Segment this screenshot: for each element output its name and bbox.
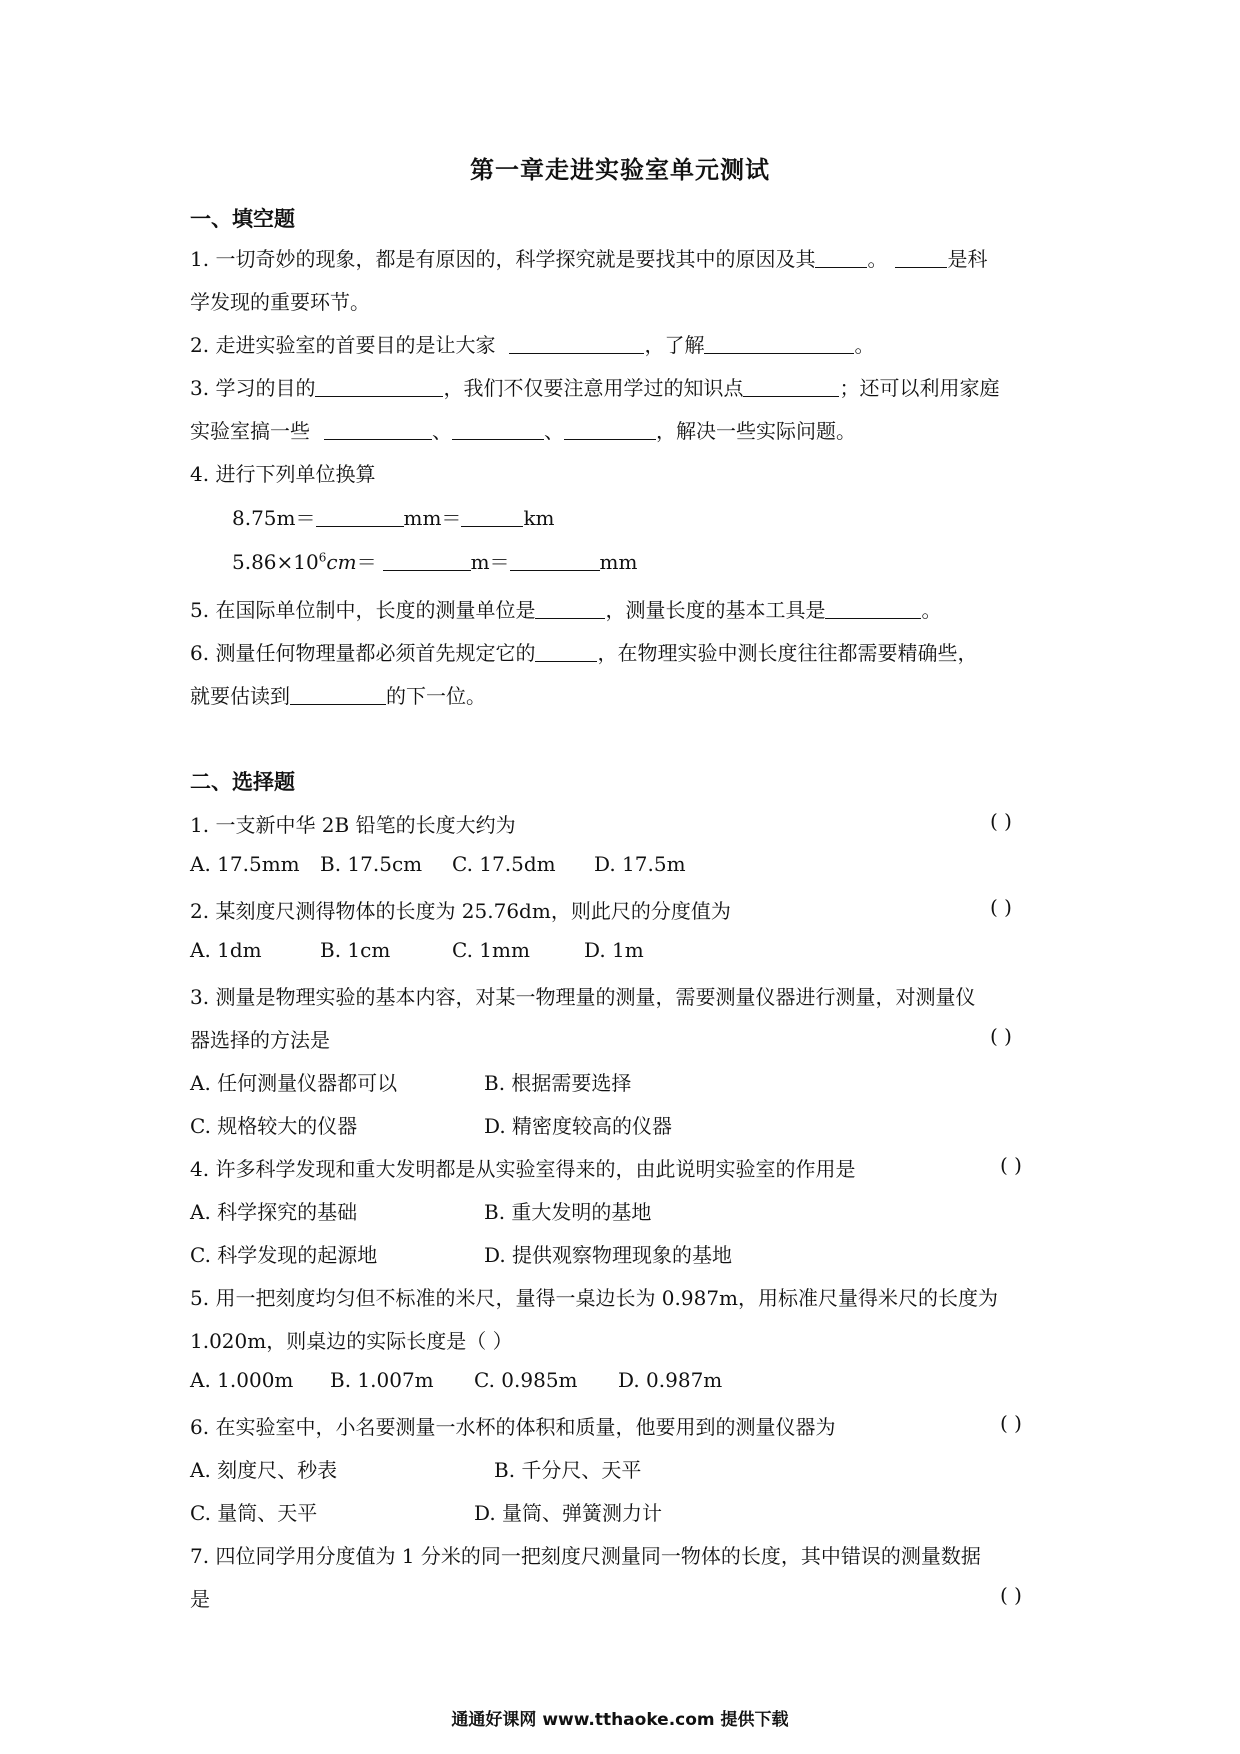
answer-blank[interactable] xyxy=(383,548,471,571)
choice-option[interactable]: D. 1m xyxy=(584,938,644,962)
fill-q3-text: ，我们不仅要注意用学过的知识点 xyxy=(443,376,744,400)
answer-blank[interactable] xyxy=(535,596,605,619)
fill-q2-text: 2. 走进实验室的首要目的是让大家 xyxy=(190,333,496,357)
choice-option[interactable]: B. 千分尺、天平 xyxy=(494,1458,642,1482)
fill-q5-text: 。 xyxy=(921,598,942,622)
fill-q6-text: ，在物理实验中测长度往往都需要精确些， xyxy=(597,641,978,665)
fill-q6-line2 xyxy=(190,680,1060,709)
section-choice-title: 二、选择题 xyxy=(190,769,295,794)
conversion-text: mm xyxy=(599,550,638,574)
choice-option[interactable]: B. 1.007m xyxy=(330,1368,434,1392)
choice-option[interactable]: D. 0.987m xyxy=(618,1368,723,1392)
fill-q3-text: 3. 学习的目的 xyxy=(190,376,316,400)
choice-q1: 1. 一支新中华 2B 铅笔的长度大约为 xyxy=(190,813,516,837)
fill-q1-text: 是科 xyxy=(947,247,988,271)
fill-q3-line2 xyxy=(190,415,1060,444)
conversion-text: ＝ xyxy=(356,550,377,574)
fill-q2-text: 。 xyxy=(854,333,875,357)
section-fill-title: 一、填空题 xyxy=(190,206,295,231)
fill-q5-text: ，测量长度的基本工具是 xyxy=(605,598,826,622)
answer-bracket[interactable]: ( ) xyxy=(990,809,1012,833)
fill-q6-text: 6. 测量任何物理量都必须首先规定它的 xyxy=(190,641,536,665)
choice-q3-line1: 3. 测量是物理实验的基本内容，对某一物理量的测量，需要测量仪器进行测量，对测量仪 xyxy=(190,985,976,1009)
choice-q6: 6. 在实验室中，小名要测量一水杯的体积和质量，他要用到的测量仪器为 xyxy=(190,1415,836,1439)
answer-blank[interactable] xyxy=(815,245,867,268)
choice-option[interactable]: B. 1cm xyxy=(320,938,391,962)
answer-blank[interactable] xyxy=(461,504,523,527)
choice-option[interactable]: D. 17.5m xyxy=(594,852,686,876)
answer-blank[interactable] xyxy=(316,504,404,527)
fill-q3-text: ；还可以利用家庭 xyxy=(839,376,1000,400)
choice-option[interactable]: A. 1.000m xyxy=(190,1368,294,1392)
answer-bracket[interactable]: ( ) xyxy=(1000,1411,1022,1435)
fill-q6-text: 就要估读到 xyxy=(190,684,290,708)
choice-option[interactable]: A. 17.5mm xyxy=(190,852,300,876)
choice-q4: 4. 许多科学发现和重大发明都是从实验室得来的，由此说明实验室的作用是 xyxy=(190,1157,856,1181)
fill-q3-text: 实验室搞一些 xyxy=(190,419,310,443)
fill-q3-text: 、 xyxy=(544,419,564,443)
choice-q7-line1: 7. 四位同学用分度值为 1 分米的同一把刻度尺测量同一物体的长度，其中错误的测量数据 xyxy=(190,1544,981,1568)
conversion-unit: cm xyxy=(326,550,357,574)
choice-q7-line2: 是 xyxy=(190,1587,210,1611)
choice-option[interactable]: B. 17.5cm xyxy=(320,852,423,876)
choice-option[interactable]: A. 刻度尺、秒表 xyxy=(190,1458,338,1482)
choice-option[interactable]: D. 精密度较高的仪器 xyxy=(484,1114,673,1138)
answer-bracket[interactable]: ( ) xyxy=(990,1024,1012,1048)
choice-option[interactable]: B. 根据需要选择 xyxy=(484,1071,632,1095)
answer-blank[interactable] xyxy=(743,374,839,397)
fill-q3-line1 xyxy=(190,372,1060,401)
fill-q5-text: 5. 在国际单位制中，长度的测量单位是 xyxy=(190,598,536,622)
page-footer: 通通好课网 www.tthaoke.com 提供下载 xyxy=(451,1710,789,1730)
answer-blank[interactable] xyxy=(704,331,854,354)
conversion-text: km xyxy=(523,506,555,530)
conversion-text: mm＝ xyxy=(403,506,462,530)
answer-bracket[interactable]: ( ) xyxy=(1000,1153,1022,1177)
fill-q3-text: ，解决一些实际问题。 xyxy=(656,419,856,443)
choice-option[interactable]: D. 提供观察物理现象的基地 xyxy=(484,1243,733,1267)
choice-option[interactable]: B. 重大发明的基地 xyxy=(484,1200,652,1224)
choice-q3-line2: 器选择的方法是 xyxy=(190,1028,330,1052)
conversion-text: 8.75m＝ xyxy=(232,506,316,530)
fill-q1-line2: 学发现的重要环节。 xyxy=(190,290,370,314)
fill-q4-conversion-1 xyxy=(232,502,1102,531)
choice-option[interactable]: C. 量筒、天平 xyxy=(190,1501,318,1525)
conversion-text: m＝ xyxy=(470,550,510,574)
choice-option[interactable]: C. 规格较大的仪器 xyxy=(190,1114,358,1138)
exponent: 6 xyxy=(318,550,327,565)
answer-blank[interactable] xyxy=(315,374,443,397)
answer-blank[interactable] xyxy=(452,417,544,440)
page-title: 第一章走进实验室单元测试 xyxy=(470,155,770,184)
answer-bracket[interactable]: ( ) xyxy=(1000,1583,1022,1607)
fill-q4: 4. 进行下列单位换算 xyxy=(190,462,376,486)
fill-q5 xyxy=(190,594,1060,623)
choice-option[interactable]: C. 1mm xyxy=(452,938,530,962)
choice-option[interactable]: D. 量筒、弹簧测力计 xyxy=(474,1501,663,1525)
choice-option[interactable]: C. 0.985m xyxy=(474,1368,578,1392)
answer-blank[interactable] xyxy=(895,245,947,268)
fill-q1-line1 xyxy=(190,243,1060,272)
fill-q2 xyxy=(190,329,1060,358)
fill-q1-text: 。 xyxy=(867,247,888,271)
choice-option[interactable]: A. 1dm xyxy=(190,938,262,962)
fill-q1-text: 1. 一切奇妙的现象，都是有原因的，科学探究就是要找其中的原因及其 xyxy=(190,247,816,271)
choice-option[interactable]: A. 科学探究的基础 xyxy=(190,1200,358,1224)
answer-blank[interactable] xyxy=(510,548,600,571)
answer-bracket[interactable]: ( ) xyxy=(990,895,1012,919)
answer-blank[interactable] xyxy=(509,331,644,354)
answer-blank[interactable] xyxy=(290,682,386,705)
answer-blank[interactable] xyxy=(535,639,597,662)
choice-q2: 2. 某刻度尺测得物体的长度为 25.76dm，则此尺的分度值为 xyxy=(190,899,731,923)
fill-q6-line1 xyxy=(190,637,1060,666)
choice-option[interactable]: A. 任何测量仪器都可以 xyxy=(190,1071,398,1095)
fill-q3-text: 、 xyxy=(432,419,452,443)
fill-q6-text: 的下一位。 xyxy=(386,684,486,708)
choice-option[interactable]: C. 17.5dm xyxy=(452,852,556,876)
choice-option[interactable]: C. 科学发现的起源地 xyxy=(190,1243,378,1267)
conversion-text: 5.86×10 xyxy=(232,550,319,574)
fill-q2-text: ，了解 xyxy=(644,333,705,357)
choice-q5-line1: 5. 用一把刻度均匀但不标准的米尺，量得一桌边长为 0.987m，用标准尺量得米尺的长度为 xyxy=(190,1286,999,1310)
answer-blank[interactable] xyxy=(324,417,432,440)
fill-q4-conversion-2 xyxy=(232,546,1102,575)
answer-blank[interactable] xyxy=(564,417,656,440)
answer-blank[interactable] xyxy=(825,596,921,619)
choice-q5-line2: 1.020m，则桌边的实际长度是（ ） xyxy=(190,1329,513,1353)
